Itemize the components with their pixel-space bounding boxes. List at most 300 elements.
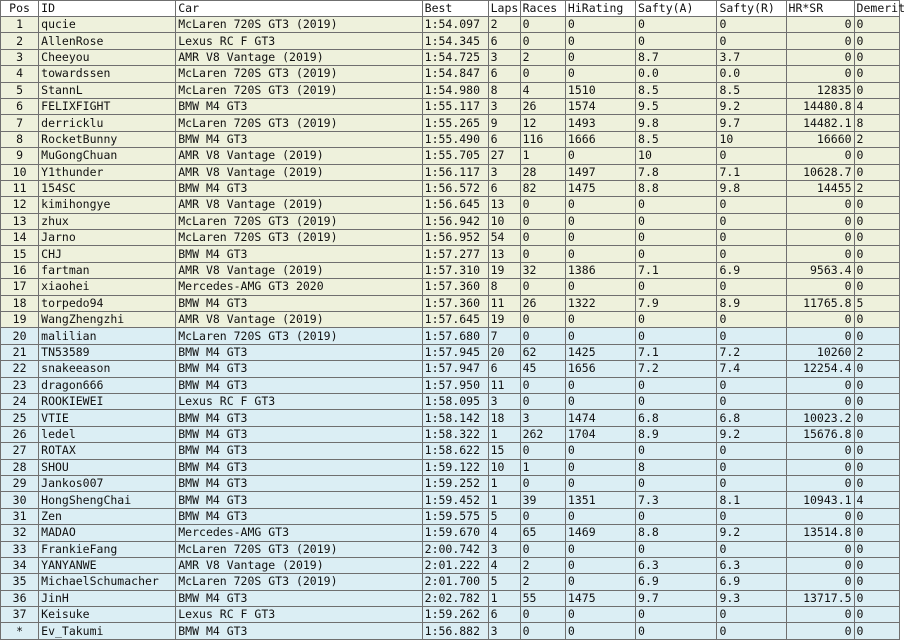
cell-safty-r[interactable]: 0 — [717, 213, 786, 229]
header-laps[interactable]: Laps — [488, 1, 520, 17]
cell-pos[interactable]: 28 — [1, 459, 39, 475]
cell-pos[interactable]: 6 — [1, 98, 39, 114]
cell-car[interactable]: BMW M4 GT3 — [176, 492, 422, 508]
cell-hr-sr[interactable]: 0 — [786, 377, 854, 393]
cell-safty-r[interactable]: 7.2 — [717, 344, 786, 360]
cell-safty-a[interactable]: 0 — [636, 541, 717, 557]
cell-safty-r[interactable]: 6.9 — [717, 574, 786, 590]
cell-car[interactable]: BMW M4 GT3 — [176, 98, 422, 114]
table-row[interactable] — [1, 541, 900, 557]
header-safty-r[interactable]: Safty(R) — [717, 1, 786, 17]
cell-id[interactable]: derricklu — [39, 115, 176, 131]
cell-laps[interactable]: 3 — [488, 541, 520, 557]
cell-hirating[interactable]: 0 — [565, 574, 635, 590]
cell-safty-r[interactable]: 0 — [717, 393, 786, 409]
cell-hirating[interactable]: 1475 — [565, 180, 635, 196]
cell-laps[interactable]: 7 — [488, 328, 520, 344]
cell-id[interactable]: Keisuke — [39, 607, 176, 623]
cell-safty-r[interactable]: 0 — [717, 475, 786, 491]
cell-car[interactable]: BMW M4 GT3 — [176, 443, 422, 459]
cell-safty-a[interactable]: 0 — [636, 279, 717, 295]
cell-pos[interactable]: 17 — [1, 279, 39, 295]
table-row[interactable] — [1, 492, 900, 508]
table-row[interactable] — [1, 574, 900, 590]
cell-laps[interactable]: 6 — [488, 131, 520, 147]
cell-hirating[interactable]: 1425 — [565, 344, 635, 360]
cell-laps[interactable]: 2 — [488, 17, 520, 33]
cell-safty-a[interactable]: 6.3 — [636, 557, 717, 573]
table-row[interactable] — [1, 279, 900, 295]
cell-safty-r[interactable]: 0 — [717, 148, 786, 164]
cell-safty-r[interactable]: 9.2 — [717, 525, 786, 541]
cell-pos[interactable]: 15 — [1, 246, 39, 262]
cell-hr-sr[interactable]: 0 — [786, 607, 854, 623]
cell-hr-sr[interactable]: 0 — [786, 197, 854, 213]
cell-car[interactable]: AMR V8 Vantage (2019) — [176, 197, 422, 213]
cell-id[interactable]: towardssen — [39, 66, 176, 82]
cell-demerit[interactable]: 4 — [854, 98, 899, 114]
cell-hirating[interactable]: 0 — [565, 623, 635, 639]
table-row[interactable] — [1, 33, 900, 49]
cell-hr-sr[interactable]: 10023.2 — [786, 410, 854, 426]
cell-id[interactable]: Jarno — [39, 230, 176, 246]
cell-hirating[interactable]: 0 — [565, 607, 635, 623]
cell-laps[interactable]: 13 — [488, 197, 520, 213]
cell-demerit[interactable]: 0 — [854, 393, 899, 409]
cell-laps[interactable]: 8 — [488, 279, 520, 295]
cell-races[interactable]: 2 — [520, 574, 565, 590]
cell-races[interactable]: 0 — [520, 66, 565, 82]
cell-pos[interactable]: 24 — [1, 393, 39, 409]
cell-safty-r[interactable]: 7.1 — [717, 164, 786, 180]
cell-demerit[interactable]: 0 — [854, 66, 899, 82]
cell-pos[interactable]: 30 — [1, 492, 39, 508]
cell-best[interactable]: 1:56.942 — [422, 213, 488, 229]
cell-car[interactable]: McLaren 720S GT3 (2019) — [176, 328, 422, 344]
cell-safty-a[interactable]: 7.1 — [636, 344, 717, 360]
cell-car[interactable]: BMW M4 GT3 — [176, 344, 422, 360]
cell-hr-sr[interactable]: 14480.8 — [786, 98, 854, 114]
cell-car[interactable]: AMR V8 Vantage (2019) — [176, 262, 422, 278]
cell-pos[interactable]: 10 — [1, 164, 39, 180]
cell-id[interactable]: qucie — [39, 17, 176, 33]
cell-safty-r[interactable]: 0 — [717, 623, 786, 639]
cell-safty-r[interactable]: 9.2 — [717, 98, 786, 114]
cell-demerit[interactable]: 0 — [854, 410, 899, 426]
cell-hirating[interactable]: 0 — [565, 393, 635, 409]
cell-demerit[interactable]: 0 — [854, 475, 899, 491]
cell-safty-a[interactable]: 0.0 — [636, 66, 717, 82]
cell-laps[interactable]: 3 — [488, 98, 520, 114]
cell-safty-a[interactable]: 0 — [636, 197, 717, 213]
cell-car[interactable]: AMR V8 Vantage (2019) — [176, 557, 422, 573]
cell-pos[interactable]: 3 — [1, 49, 39, 65]
cell-hr-sr[interactable]: 9563.4 — [786, 262, 854, 278]
cell-races[interactable]: 12 — [520, 115, 565, 131]
cell-races[interactable]: 0 — [520, 230, 565, 246]
cell-races[interactable]: 0 — [520, 197, 565, 213]
cell-pos[interactable]: 22 — [1, 361, 39, 377]
cell-races[interactable]: 116 — [520, 131, 565, 147]
cell-hr-sr[interactable]: 0 — [786, 213, 854, 229]
cell-car[interactable]: BMW M4 GT3 — [176, 410, 422, 426]
cell-car[interactable]: BMW M4 GT3 — [176, 295, 422, 311]
cell-laps[interactable]: 6 — [488, 607, 520, 623]
cell-hirating[interactable]: 0 — [565, 197, 635, 213]
cell-hirating[interactable]: 0 — [565, 17, 635, 33]
table-row[interactable] — [1, 410, 900, 426]
cell-hirating[interactable]: 1704 — [565, 426, 635, 442]
cell-hr-sr[interactable]: 0 — [786, 328, 854, 344]
table-row[interactable] — [1, 475, 900, 491]
cell-races[interactable]: 0 — [520, 541, 565, 557]
cell-races[interactable]: 32 — [520, 262, 565, 278]
cell-safty-r[interactable]: 6.3 — [717, 557, 786, 573]
cell-safty-r[interactable]: 10 — [717, 131, 786, 147]
cell-id[interactable]: snakeeason — [39, 361, 176, 377]
cell-demerit[interactable]: 0 — [854, 148, 899, 164]
cell-races[interactable]: 0 — [520, 623, 565, 639]
cell-laps[interactable]: 8 — [488, 82, 520, 98]
cell-safty-a[interactable]: 0 — [636, 393, 717, 409]
cell-laps[interactable]: 3 — [488, 623, 520, 639]
cell-car[interactable]: McLaren 720S GT3 (2019) — [176, 230, 422, 246]
cell-hirating[interactable]: 1666 — [565, 131, 635, 147]
cell-safty-a[interactable]: 8.5 — [636, 82, 717, 98]
cell-races[interactable]: 26 — [520, 98, 565, 114]
cell-best[interactable]: 1:55.265 — [422, 115, 488, 131]
cell-safty-r[interactable]: 9.2 — [717, 426, 786, 442]
cell-hirating[interactable]: 0 — [565, 246, 635, 262]
cell-safty-r[interactable]: 9.7 — [717, 115, 786, 131]
table-row[interactable] — [1, 180, 900, 196]
cell-pos[interactable]: 14 — [1, 230, 39, 246]
table-row[interactable] — [1, 262, 900, 278]
cell-best[interactable]: 1:59.252 — [422, 475, 488, 491]
cell-laps[interactable]: 19 — [488, 262, 520, 278]
cell-safty-a[interactable]: 8.8 — [636, 180, 717, 196]
cell-pos[interactable]: 32 — [1, 525, 39, 541]
cell-car[interactable]: McLaren 720S GT3 (2019) — [176, 213, 422, 229]
cell-laps[interactable]: 3 — [488, 49, 520, 65]
cell-car[interactable]: BMW M4 GT3 — [176, 131, 422, 147]
table-row[interactable] — [1, 328, 900, 344]
cell-best[interactable]: 1:56.117 — [422, 164, 488, 180]
cell-laps[interactable]: 4 — [488, 557, 520, 573]
cell-hr-sr[interactable]: 0 — [786, 49, 854, 65]
cell-hirating[interactable]: 0 — [565, 279, 635, 295]
cell-car[interactable]: BMW M4 GT3 — [176, 475, 422, 491]
cell-laps[interactable]: 1 — [488, 492, 520, 508]
cell-car[interactable]: AMR V8 Vantage (2019) — [176, 312, 422, 328]
cell-safty-r[interactable]: 0 — [717, 197, 786, 213]
header-id[interactable]: ID — [39, 1, 176, 17]
cell-pos[interactable]: 7 — [1, 115, 39, 131]
cell-laps[interactable]: 6 — [488, 66, 520, 82]
cell-laps[interactable]: 1 — [488, 590, 520, 606]
cell-races[interactable]: 62 — [520, 344, 565, 360]
cell-pos[interactable]: 18 — [1, 295, 39, 311]
table-row[interactable] — [1, 197, 900, 213]
cell-car[interactable]: Lexus RC F GT3 — [176, 33, 422, 49]
cell-hirating[interactable]: 0 — [565, 443, 635, 459]
cell-id[interactable]: malilian — [39, 328, 176, 344]
cell-safty-a[interactable]: 0 — [636, 246, 717, 262]
cell-id[interactable]: Jankos007 — [39, 475, 176, 491]
cell-safty-a[interactable]: 0 — [636, 328, 717, 344]
cell-races[interactable]: 0 — [520, 213, 565, 229]
cell-safty-r[interactable]: 0 — [717, 541, 786, 557]
cell-races[interactable]: 0 — [520, 393, 565, 409]
cell-demerit[interactable]: 0 — [854, 312, 899, 328]
cell-best[interactable]: 1:56.572 — [422, 180, 488, 196]
cell-best[interactable]: 1:59.122 — [422, 459, 488, 475]
cell-best[interactable]: 1:58.142 — [422, 410, 488, 426]
cell-laps[interactable]: 11 — [488, 377, 520, 393]
table-row[interactable] — [1, 312, 900, 328]
cell-hr-sr[interactable]: 0 — [786, 508, 854, 524]
cell-car[interactable]: BMW M4 GT3 — [176, 377, 422, 393]
cell-hirating[interactable]: 0 — [565, 213, 635, 229]
table-row[interactable] — [1, 361, 900, 377]
cell-car[interactable]: Lexus RC F GT3 — [176, 393, 422, 409]
cell-hirating[interactable]: 1510 — [565, 82, 635, 98]
table-row[interactable] — [1, 49, 900, 65]
cell-best[interactable]: 1:55.705 — [422, 148, 488, 164]
cell-best[interactable]: 2:02.782 — [422, 590, 488, 606]
cell-safty-a[interactable]: 7.1 — [636, 262, 717, 278]
cell-races[interactable]: 0 — [520, 246, 565, 262]
cell-id[interactable]: MADAO — [39, 525, 176, 541]
cell-best[interactable]: 1:54.847 — [422, 66, 488, 82]
cell-pos[interactable]: 5 — [1, 82, 39, 98]
cell-hirating[interactable]: 1493 — [565, 115, 635, 131]
cell-car[interactable]: BMW M4 GT3 — [176, 623, 422, 639]
cell-hr-sr[interactable]: 0 — [786, 17, 854, 33]
cell-laps[interactable]: 19 — [488, 312, 520, 328]
cell-demerit[interactable]: 0 — [854, 197, 899, 213]
cell-safty-r[interactable]: 3.7 — [717, 49, 786, 65]
cell-pos[interactable]: 37 — [1, 607, 39, 623]
cell-pos[interactable]: 34 — [1, 557, 39, 573]
table-row[interactable] — [1, 115, 900, 131]
table-row[interactable] — [1, 377, 900, 393]
cell-hr-sr[interactable]: 0 — [786, 541, 854, 557]
cell-safty-a[interactable]: 6.9 — [636, 574, 717, 590]
cell-best[interactable]: 1:55.490 — [422, 131, 488, 147]
cell-hr-sr[interactable]: 0 — [786, 148, 854, 164]
cell-safty-r[interactable]: 6.9 — [717, 262, 786, 278]
cell-hr-sr[interactable]: 0 — [786, 475, 854, 491]
cell-safty-a[interactable]: 0 — [636, 230, 717, 246]
cell-pos[interactable]: 1 — [1, 17, 39, 33]
cell-races[interactable]: 0 — [520, 607, 565, 623]
cell-laps[interactable]: 3 — [488, 164, 520, 180]
cell-safty-a[interactable]: 0 — [636, 607, 717, 623]
cell-races[interactable]: 2 — [520, 49, 565, 65]
cell-best[interactable]: 1:55.117 — [422, 98, 488, 114]
cell-races[interactable]: 0 — [520, 475, 565, 491]
cell-races[interactable]: 0 — [520, 312, 565, 328]
table-row[interactable] — [1, 66, 900, 82]
cell-safty-a[interactable]: 0 — [636, 443, 717, 459]
table-row[interactable] — [1, 623, 900, 639]
cell-pos[interactable]: 25 — [1, 410, 39, 426]
cell-races[interactable]: 2 — [520, 557, 565, 573]
cell-laps[interactable]: 15 — [488, 443, 520, 459]
cell-best[interactable]: 1:54.097 — [422, 17, 488, 33]
cell-demerit[interactable]: 0 — [854, 246, 899, 262]
cell-races[interactable]: 4 — [520, 82, 565, 98]
cell-hr-sr[interactable]: 0 — [786, 623, 854, 639]
cell-id[interactable]: dragon666 — [39, 377, 176, 393]
cell-safty-r[interactable]: 6.8 — [717, 410, 786, 426]
cell-car[interactable]: McLaren 720S GT3 (2019) — [176, 541, 422, 557]
table-row[interactable] — [1, 230, 900, 246]
cell-id[interactable]: MichaelSchumacher — [39, 574, 176, 590]
cell-demerit[interactable]: 0 — [854, 541, 899, 557]
cell-laps[interactable]: 11 — [488, 295, 520, 311]
cell-hr-sr[interactable]: 14455 — [786, 180, 854, 196]
cell-safty-a[interactable]: 8 — [636, 459, 717, 475]
cell-hr-sr[interactable]: 0 — [786, 312, 854, 328]
cell-safty-r[interactable]: 0 — [717, 312, 786, 328]
cell-pos[interactable]: 36 — [1, 590, 39, 606]
cell-races[interactable]: 0 — [520, 17, 565, 33]
cell-demerit[interactable]: 8 — [854, 115, 899, 131]
cell-safty-a[interactable]: 7.9 — [636, 295, 717, 311]
cell-safty-r[interactable]: 8.5 — [717, 82, 786, 98]
table-row[interactable] — [1, 82, 900, 98]
table-row[interactable] — [1, 393, 900, 409]
cell-safty-a[interactable]: 8.8 — [636, 525, 717, 541]
cell-hr-sr[interactable]: 0 — [786, 230, 854, 246]
cell-pos[interactable]: 31 — [1, 508, 39, 524]
cell-id[interactable]: SHOU — [39, 459, 176, 475]
cell-best[interactable]: 1:54.980 — [422, 82, 488, 98]
cell-races[interactable]: 0 — [520, 443, 565, 459]
cell-races[interactable]: 3 — [520, 410, 565, 426]
cell-pos[interactable]: 13 — [1, 213, 39, 229]
cell-id[interactable]: CHJ — [39, 246, 176, 262]
cell-car[interactable]: BMW M4 GT3 — [176, 459, 422, 475]
cell-hr-sr[interactable]: 0 — [786, 557, 854, 573]
cell-hirating[interactable]: 0 — [565, 33, 635, 49]
cell-id[interactable]: ledel — [39, 426, 176, 442]
cell-safty-a[interactable]: 0 — [636, 213, 717, 229]
cell-safty-r[interactable]: 0 — [717, 33, 786, 49]
cell-races[interactable]: 28 — [520, 164, 565, 180]
cell-laps[interactable]: 20 — [488, 344, 520, 360]
cell-safty-a[interactable]: 10 — [636, 148, 717, 164]
cell-hr-sr[interactable]: 0 — [786, 443, 854, 459]
cell-safty-r[interactable]: 0 — [717, 508, 786, 524]
cell-hirating[interactable]: 1497 — [565, 164, 635, 180]
cell-id[interactable]: fartman — [39, 262, 176, 278]
table-row[interactable] — [1, 17, 900, 33]
cell-safty-r[interactable]: 0 — [717, 443, 786, 459]
cell-hirating[interactable]: 1351 — [565, 492, 635, 508]
cell-id[interactable]: YANYANWE — [39, 557, 176, 573]
cell-pos[interactable]: 8 — [1, 131, 39, 147]
cell-laps[interactable]: 10 — [488, 213, 520, 229]
cell-hirating[interactable]: 1469 — [565, 525, 635, 541]
cell-hirating[interactable]: 1656 — [565, 361, 635, 377]
cell-hirating[interactable]: 0 — [565, 459, 635, 475]
table-row[interactable] — [1, 131, 900, 147]
cell-safty-r[interactable]: 9.8 — [717, 180, 786, 196]
cell-safty-r[interactable]: 0 — [717, 459, 786, 475]
cell-safty-r[interactable]: 0 — [717, 230, 786, 246]
cell-id[interactable]: Cheeyou — [39, 49, 176, 65]
cell-safty-a[interactable]: 8.5 — [636, 131, 717, 147]
cell-races[interactable]: 262 — [520, 426, 565, 442]
cell-best[interactable]: 1:57.950 — [422, 377, 488, 393]
cell-safty-r[interactable]: 0 — [717, 17, 786, 33]
cell-safty-a[interactable]: 7.3 — [636, 492, 717, 508]
cell-races[interactable]: 0 — [520, 508, 565, 524]
cell-car[interactable]: BMW M4 GT3 — [176, 180, 422, 196]
cell-safty-r[interactable]: 0.0 — [717, 66, 786, 82]
cell-demerit[interactable]: 0 — [854, 361, 899, 377]
cell-best[interactable]: 1:57.680 — [422, 328, 488, 344]
cell-best[interactable]: 1:58.322 — [422, 426, 488, 442]
cell-demerit[interactable]: 0 — [854, 443, 899, 459]
cell-id[interactable]: FrankieFang — [39, 541, 176, 557]
cell-races[interactable]: 65 — [520, 525, 565, 541]
cell-demerit[interactable]: 0 — [854, 459, 899, 475]
cell-hirating[interactable]: 1474 — [565, 410, 635, 426]
cell-safty-a[interactable]: 0 — [636, 377, 717, 393]
cell-id[interactable]: MuGongChuan — [39, 148, 176, 164]
table-row[interactable] — [1, 607, 900, 623]
cell-hirating[interactable]: 0 — [565, 49, 635, 65]
cell-demerit[interactable]: 0 — [854, 557, 899, 573]
cell-safty-a[interactable]: 9.7 — [636, 590, 717, 606]
cell-demerit[interactable]: 5 — [854, 295, 899, 311]
cell-car[interactable]: McLaren 720S GT3 (2019) — [176, 115, 422, 131]
cell-car[interactable]: McLaren 720S GT3 (2019) — [176, 17, 422, 33]
cell-demerit[interactable]: 0 — [854, 328, 899, 344]
table-row[interactable] — [1, 426, 900, 442]
cell-best[interactable]: 1:57.947 — [422, 361, 488, 377]
cell-car[interactable]: Mercedes-AMG GT3 2020 — [176, 279, 422, 295]
cell-hr-sr[interactable]: 12835 — [786, 82, 854, 98]
cell-demerit[interactable]: 0 — [854, 17, 899, 33]
cell-car[interactable]: McLaren 720S GT3 (2019) — [176, 66, 422, 82]
header-safty-a[interactable]: Safty(A) — [636, 1, 717, 17]
cell-id[interactable]: VTIE — [39, 410, 176, 426]
cell-car[interactable]: Mercedes-AMG GT3 — [176, 525, 422, 541]
cell-pos[interactable]: 16 — [1, 262, 39, 278]
cell-pos[interactable]: 35 — [1, 574, 39, 590]
cell-car[interactable]: AMR V8 Vantage (2019) — [176, 148, 422, 164]
cell-hr-sr[interactable]: 13717.5 — [786, 590, 854, 606]
cell-laps[interactable]: 1 — [488, 475, 520, 491]
table-row[interactable] — [1, 525, 900, 541]
table-row[interactable] — [1, 459, 900, 475]
cell-demerit[interactable]: 0 — [854, 623, 899, 639]
cell-safty-r[interactable]: 8.1 — [717, 492, 786, 508]
header-car[interactable]: Car — [176, 1, 422, 17]
cell-demerit[interactable]: 2 — [854, 180, 899, 196]
cell-pos[interactable]: 26 — [1, 426, 39, 442]
cell-demerit[interactable]: 0 — [854, 82, 899, 98]
cell-demerit[interactable]: 0 — [854, 508, 899, 524]
cell-races[interactable]: 26 — [520, 295, 565, 311]
cell-safty-r[interactable]: 0 — [717, 246, 786, 262]
cell-pos[interactable]: 29 — [1, 475, 39, 491]
